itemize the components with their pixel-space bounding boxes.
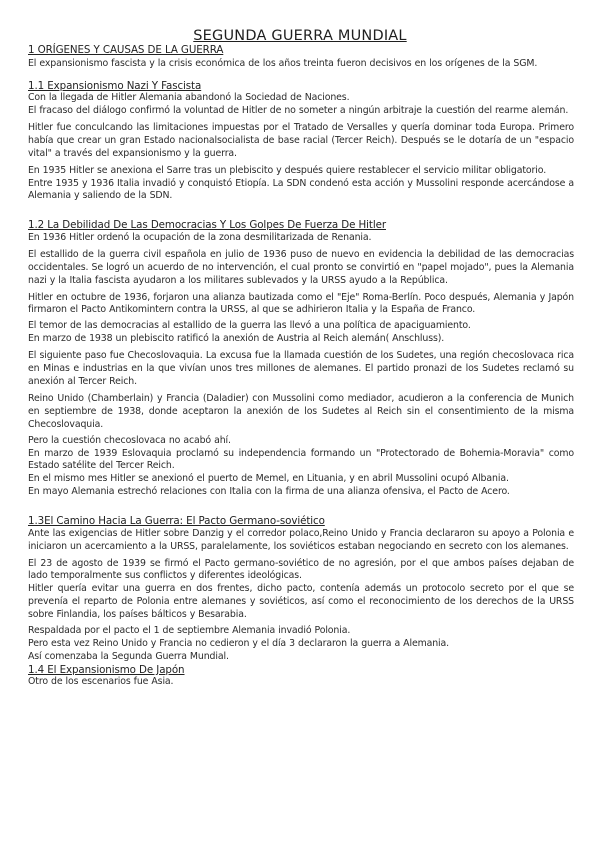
paragraph-line: Así comenzaba la Segunda Guerra Mundial. [28,650,229,662]
paragraph: Hitler quería evitar una guerra en dos frentes, dicho pacto, contenía además un protocolo secreto por el que se prevenía el reparto de Polonia entre alemanes y soviéticos, así como el reconocimiento de los derechos de la URSS sobre Finlandia, los países bálticos y Besarabia. [28,583,574,621]
section-heading: 1.1 Expansionismo Nazi Y Fascista [28,79,202,92]
document-title: SEGUNDA GUERRA MUNDIAL [193,28,407,44]
paragraph: En marzo de 1939 Eslovaquia proclamó su independencia formando un "Protectorado de Bohemia-Moravia" como Estado satélite del Tercer Reich. [28,447,574,472]
paragraph: Entre 1935 y 1936 Italia invadió y conquistó Etiopía. La SDN condenó esta acción y Mussolini responde acercándose a Alemania y saliendo de la SDN. [28,177,574,202]
paragraph: El expansionismo fascista y la crisis económica de los años treinta fueron decisivos en los orígenes de la SGM. [28,57,538,69]
paragraph-line: En marzo de 1938 un plebiscito ratificó la anexión de Austria al Reich alemán( Anschluss). [28,333,445,345]
paragraph: El fracaso del diálogo confirmó la voluntad de Hitler de no someter a ningún arbitraje la cuestión del rearme alemán. [28,105,569,116]
section-heading: 1.4 El Expansionismo De Japón [28,663,185,676]
paragraph: Ante las exigencias de Hitler sobre Danzig y el corredor polaco,Reino Unido y Francia declararon su apoyo a Polonia e iniciaron un acercamiento a la URSS, paralelamente, los soviéticos estaban negociando en secreto con los alemanes. [28,527,574,552]
paragraph: Hitler en octubre de 1936, forjaron una alianza bautizada como el "Eje" Roma-Berlín. Poco después, Alemania y Japón firmaron el Pacto Antikomintern contra la URSS, al que se adhirieron Italia y la España de Franco. [28,291,574,316]
paragraph-line: Pero la cuestión checoslovaca no acabó ahí. [28,434,231,446]
document-body [28,44,574,689]
paragraph-line: Otro de los escenarios fue Asia. [28,676,174,688]
paragraph-line: El temor de las democracias al estallido de la guerra las llevó a una política de apaciguamiento. [28,320,471,332]
section-heading: 1 ORÍGENES Y CAUSAS DE LA GUERRA [28,44,224,56]
section-heading: 1.3El Camino Hacia La Guerra: El Pacto Germano-soviético [28,515,325,528]
paragraph-line: En 1936 Hitler ordenó la ocupación de la zona desmilitarizada de Renania. [28,231,372,243]
paragraph: El siguiente paso fue Checoslovaquia. La excusa fue la llamada cuestión de los Sudetes, una región checoslovaca rica en Minas e industrias en la que vivían unos tres millones de alemanes. El partido pronazi de los Sudetes reclamó su anexión al Tercer Reich. [28,350,574,387]
paragraph: El estallido de la guerra civil española en julio de 1936 puso de nuevo en evidencia la debilidad de las democracias occidentales. Se logró un acuerdo de no intervención, el cual pronto se convirtió en "papel mojado", pues la Alemania nazi y la Italia fascista ayudaron a los militares sublevados y la URSS ayudo a la República. [28,248,574,286]
paragraph: El 23 de agosto de 1939 se firmó el Pacto germano-soviético de no agresión, por el que ambos países dejaban de lado temporalmente sus conflictos y diferentes ideológicas. [28,557,574,582]
section-heading: 1.2 La Debilidad De Las Democracias Y Los Golpes De Fuerza De Hitler [28,219,386,232]
paragraph: Hitler fue conculcando las limitaciones impuestas por el Tratado de Versalles y quería dominar toda Europa. Primero había que crear un gran Estado nacionalsocialista de base racial (Tercer Reich). Después se le dotaría de un "espacio vital" a través del expansionismo y la guerra. [28,121,574,159]
paragraph-line: Con la llegada de Hitler Alemania abandonó la Sociedad de Naciones. [28,92,350,104]
paragraph-line: En el mismo mes Hitler se anexionó el puerto de Memel, en Lituania, y en abril Mussolini ocupó Albania. [28,473,509,485]
paragraph-line: En mayo Alemania estrechó relaciones con Italia con la firma de una alianza ofensiva, el Pacto de Acero. [28,486,510,498]
paragraph: Reino Unido (Chamberlain) y Francia (Daladier) con Mussolini como mediador, acudieron a la conferencia de Munich en septiembre de 1938, donde aceptaron la anexión de los Sudetes al Reich sin el consentimiento de la misma Checoslovaquia. [28,392,574,430]
paragraph-line: Pero esta vez Reino Unido y Francia no cedieron y el día 3 declararon la guerra a Alemania. [28,638,450,649]
paragraph: En 1935 Hitler se anexiona el Sarre tras un plebiscito y después quiere restablecer el servicio militar obligatorio. [28,164,547,176]
paragraph-line: Respaldada por el pacto el 1 de septiembre Alemania invadió Polonia. [28,625,351,637]
